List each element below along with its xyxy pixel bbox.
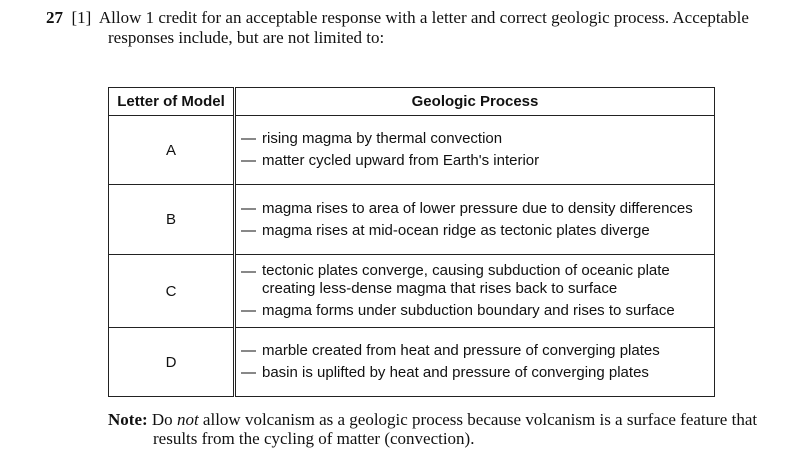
note-text-line-2: results from the cycling of matter (convection). — [153, 429, 475, 448]
table-row — [109, 116, 715, 185]
table-row — [109, 328, 715, 397]
process-item: — rising magma by thermal convection — [241, 130, 503, 147]
note-label: Note: — [108, 410, 148, 429]
process-cell — [235, 185, 715, 255]
header-geologic-process: Geologic Process — [235, 88, 715, 116]
process-cell — [235, 255, 715, 328]
process-item: — magma rises to area of lower pressure due to density differences — [241, 199, 693, 217]
process-item: — magma forms under subduction boundary and rises to surface — [241, 301, 675, 319]
question-text-line-2: responses include, but are not limited to: — [108, 28, 385, 47]
model-letter: C — [109, 255, 235, 328]
answer-key-table — [108, 87, 715, 397]
header-letter-of-model: Letter of Model — [109, 88, 235, 116]
question-text-line-1: Allow 1 credit for an acceptable response with a letter and correct geologic process. Acceptable — [98, 8, 749, 27]
note-text-pre: Do — [151, 410, 173, 429]
note-text-post: allow volcanism as a geologic process because volcanism is a surface feature that — [202, 410, 758, 429]
process-cell — [235, 328, 715, 397]
note-emphasis: not — [176, 410, 199, 429]
process-cell — [235, 116, 715, 185]
model-letter: B — [109, 185, 235, 255]
process-item: — tectonic plates converge, causing subduction of oceanic plate creating less-dense magma that rises back to surface — [241, 261, 670, 297]
table-row — [109, 255, 715, 328]
model-letter: A — [109, 116, 235, 185]
process-item: — matter cycled upward from Earth's interior — [241, 152, 540, 169]
credit-value: [1] — [71, 8, 92, 27]
question-number: 27 — [46, 8, 63, 27]
process-item: — marble created from heat and pressure of converging plates — [241, 342, 660, 359]
model-letter: D — [109, 328, 235, 397]
table-header-row — [109, 88, 715, 116]
process-item: — basin is uplifted by heat and pressure of converging plates — [241, 364, 649, 381]
question-27 — [46, 8, 766, 48]
scoring-note — [108, 410, 768, 448]
table-row — [109, 185, 715, 255]
process-item: — magma rises at mid-ocean ridge as tectonic plates diverge — [241, 221, 650, 239]
